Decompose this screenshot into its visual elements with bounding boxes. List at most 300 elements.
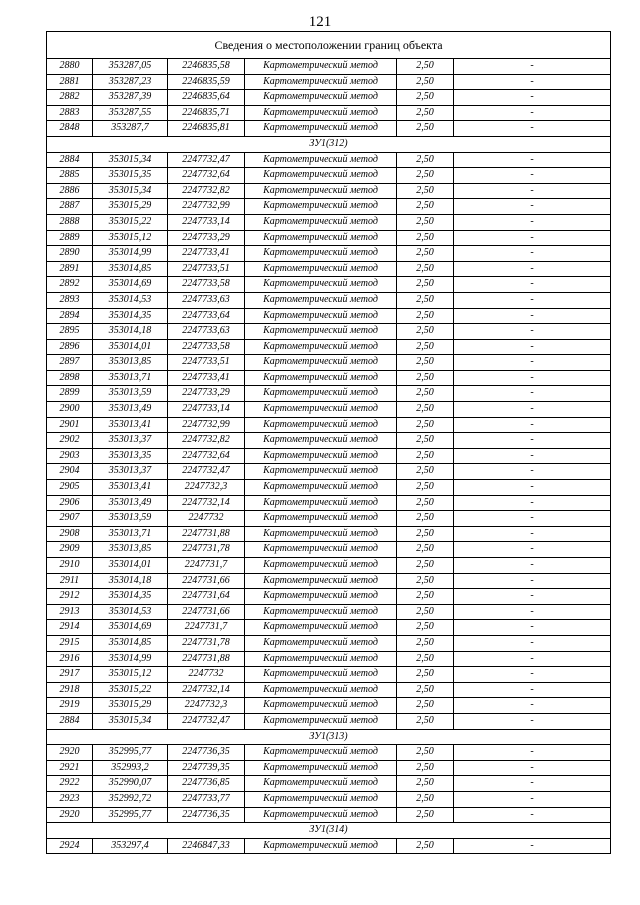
description-cell: - — [454, 480, 611, 496]
point-number-cell: 2915 — [47, 635, 93, 651]
accuracy-cell: 2,50 — [397, 277, 454, 293]
point-number-cell: 2919 — [47, 698, 93, 714]
x-coordinate-cell: 353013,37 — [93, 433, 168, 449]
method-cell: Картометрический метод — [245, 526, 397, 542]
table-row — [47, 199, 611, 215]
table-row — [47, 667, 611, 683]
method-cell: Картометрический метод — [245, 355, 397, 371]
method-cell: Картометрический метод — [245, 370, 397, 386]
x-coordinate-cell: 353015,22 — [93, 214, 168, 230]
accuracy-cell: 2,50 — [397, 604, 454, 620]
y-coordinate-cell: 2246835,58 — [168, 59, 245, 75]
point-number-cell: 2897 — [47, 355, 93, 371]
table-row — [47, 152, 611, 168]
y-coordinate-cell: 2247731,78 — [168, 635, 245, 651]
point-number-cell: 2920 — [47, 807, 93, 823]
point-number-cell: 2889 — [47, 230, 93, 246]
description-cell: - — [454, 292, 611, 308]
y-coordinate-cell: 2247732 — [168, 667, 245, 683]
page-number: 121 — [308, 14, 332, 30]
description-cell: - — [454, 74, 611, 90]
table-row — [47, 246, 611, 262]
description-cell: - — [454, 526, 611, 542]
method-cell: Картометрический метод — [245, 308, 397, 324]
description-cell: - — [454, 324, 611, 340]
accuracy-cell: 2,50 — [397, 620, 454, 636]
method-cell: Картометрический метод — [245, 807, 397, 823]
table-row — [47, 651, 611, 667]
method-cell: Картометрический метод — [245, 635, 397, 651]
description-cell: - — [454, 339, 611, 355]
point-number-cell: 2905 — [47, 480, 93, 496]
boundary-table-container — [46, 31, 610, 854]
x-coordinate-cell: 353015,29 — [93, 199, 168, 215]
x-coordinate-cell: 353013,85 — [93, 355, 168, 371]
accuracy-cell: 2,50 — [397, 589, 454, 605]
y-coordinate-cell: 2246835,59 — [168, 74, 245, 90]
table-row — [47, 59, 611, 75]
y-coordinate-cell: 2247732,14 — [168, 495, 245, 511]
y-coordinate-cell: 2246835,64 — [168, 90, 245, 106]
table-row — [47, 635, 611, 651]
method-cell: Картометрический метод — [245, 667, 397, 683]
table-row — [47, 292, 611, 308]
x-coordinate-cell: 353013,71 — [93, 526, 168, 542]
description-cell: - — [454, 682, 611, 698]
point-number-cell: 2888 — [47, 214, 93, 230]
x-coordinate-cell: 353013,85 — [93, 542, 168, 558]
accuracy-cell: 2,50 — [397, 230, 454, 246]
x-coordinate-cell: 353013,59 — [93, 386, 168, 402]
x-coordinate-cell: 353014,99 — [93, 246, 168, 262]
description-cell: - — [454, 59, 611, 75]
accuracy-cell: 2,50 — [397, 464, 454, 480]
method-cell: Картометрический метод — [245, 542, 397, 558]
description-cell: - — [454, 760, 611, 776]
table-row — [47, 105, 611, 121]
y-coordinate-cell: 2247732,3 — [168, 480, 245, 496]
accuracy-cell: 2,50 — [397, 760, 454, 776]
description-cell: - — [454, 261, 611, 277]
y-coordinate-cell: 2246835,81 — [168, 121, 245, 137]
table-row — [47, 74, 611, 90]
x-coordinate-cell: 353013,35 — [93, 448, 168, 464]
point-number-cell: 2916 — [47, 651, 93, 667]
x-coordinate-cell: 353015,12 — [93, 667, 168, 683]
method-cell: Картометрический метод — [245, 59, 397, 75]
x-coordinate-cell: 352992,72 — [93, 791, 168, 807]
y-coordinate-cell: 2246847,33 — [168, 838, 245, 854]
method-cell: Картометрический метод — [245, 698, 397, 714]
description-cell: - — [454, 745, 611, 761]
description-cell: - — [454, 433, 611, 449]
table-row — [47, 168, 611, 184]
point-number-cell: 2885 — [47, 168, 93, 184]
point-number-cell: 2922 — [47, 776, 93, 792]
y-coordinate-cell: 2247733,29 — [168, 386, 245, 402]
accuracy-cell: 2,50 — [397, 324, 454, 340]
point-number-cell: 2907 — [47, 511, 93, 527]
accuracy-cell: 2,50 — [397, 59, 454, 75]
description-cell: - — [454, 558, 611, 574]
method-cell: Картометрический метод — [245, 448, 397, 464]
method-cell: Картометрический метод — [245, 402, 397, 418]
point-number-cell: 2917 — [47, 667, 93, 683]
table-row — [47, 791, 611, 807]
section-label: ЗУ1(314) — [47, 823, 611, 839]
point-number-cell: 2893 — [47, 292, 93, 308]
point-number-cell: 2920 — [47, 745, 93, 761]
point-number-cell: 2912 — [47, 589, 93, 605]
description-cell: - — [454, 230, 611, 246]
table-row — [47, 402, 611, 418]
method-cell: Картометрический метод — [245, 651, 397, 667]
y-coordinate-cell: 2247733,58 — [168, 339, 245, 355]
y-coordinate-cell: 2247732,64 — [168, 168, 245, 184]
y-coordinate-cell: 2247731,88 — [168, 526, 245, 542]
y-coordinate-cell: 2247732,3 — [168, 698, 245, 714]
x-coordinate-cell: 353015,34 — [93, 713, 168, 729]
x-coordinate-cell: 353013,37 — [93, 464, 168, 480]
description-cell: - — [454, 152, 611, 168]
point-number-cell: 2892 — [47, 277, 93, 293]
point-number-cell: 2884 — [47, 713, 93, 729]
y-coordinate-cell: 2246835,71 — [168, 105, 245, 121]
x-coordinate-cell: 353015,22 — [93, 682, 168, 698]
accuracy-cell: 2,50 — [397, 682, 454, 698]
table-row — [47, 745, 611, 761]
description-cell: - — [454, 776, 611, 792]
x-coordinate-cell: 353287,39 — [93, 90, 168, 106]
description-cell: - — [454, 121, 611, 137]
x-coordinate-cell: 353013,49 — [93, 495, 168, 511]
accuracy-cell: 2,50 — [397, 433, 454, 449]
point-number-cell: 2898 — [47, 370, 93, 386]
method-cell: Картометрический метод — [245, 791, 397, 807]
point-number-cell: 2924 — [47, 838, 93, 854]
description-cell: - — [454, 838, 611, 854]
y-coordinate-cell: 2247731,7 — [168, 620, 245, 636]
accuracy-cell: 2,50 — [397, 199, 454, 215]
y-coordinate-cell: 2247739,35 — [168, 760, 245, 776]
accuracy-cell: 2,50 — [397, 651, 454, 667]
y-coordinate-cell: 2247732,82 — [168, 183, 245, 199]
accuracy-cell: 2,50 — [397, 542, 454, 558]
accuracy-cell: 2,50 — [397, 121, 454, 137]
description-cell: - — [454, 542, 611, 558]
method-cell: Картометрический метод — [245, 511, 397, 527]
accuracy-cell: 2,50 — [397, 105, 454, 121]
description-cell: - — [454, 308, 611, 324]
method-cell: Картометрический метод — [245, 838, 397, 854]
table-row — [47, 838, 611, 854]
x-coordinate-cell: 353287,05 — [93, 59, 168, 75]
point-number-cell: 2906 — [47, 495, 93, 511]
accuracy-cell: 2,50 — [397, 402, 454, 418]
section-row — [47, 729, 611, 745]
method-cell: Картометрический метод — [245, 339, 397, 355]
y-coordinate-cell: 2247733,58 — [168, 277, 245, 293]
description-cell: - — [454, 651, 611, 667]
accuracy-cell: 2,50 — [397, 526, 454, 542]
y-coordinate-cell: 2247732,47 — [168, 713, 245, 729]
accuracy-cell: 2,50 — [397, 308, 454, 324]
y-coordinate-cell: 2247736,85 — [168, 776, 245, 792]
table-row — [47, 713, 611, 729]
point-number-cell: 2914 — [47, 620, 93, 636]
accuracy-cell: 2,50 — [397, 838, 454, 854]
description-cell: - — [454, 417, 611, 433]
description-cell: - — [454, 635, 611, 651]
table-row — [47, 214, 611, 230]
method-cell: Картометрический метод — [245, 214, 397, 230]
accuracy-cell: 2,50 — [397, 448, 454, 464]
table-row — [47, 495, 611, 511]
table-row — [47, 261, 611, 277]
accuracy-cell: 2,50 — [397, 261, 454, 277]
x-coordinate-cell: 353013,59 — [93, 511, 168, 527]
method-cell: Картометрический метод — [245, 495, 397, 511]
method-cell: Картометрический метод — [245, 464, 397, 480]
point-number-cell: 2900 — [47, 402, 93, 418]
y-coordinate-cell: 2247732,47 — [168, 152, 245, 168]
x-coordinate-cell: 353014,85 — [93, 635, 168, 651]
accuracy-cell: 2,50 — [397, 183, 454, 199]
method-cell: Картометрический метод — [245, 90, 397, 106]
point-number-cell: 2896 — [47, 339, 93, 355]
x-coordinate-cell: 353014,85 — [93, 261, 168, 277]
method-cell: Картометрический метод — [245, 480, 397, 496]
y-coordinate-cell: 2247732 — [168, 511, 245, 527]
accuracy-cell: 2,50 — [397, 339, 454, 355]
x-coordinate-cell: 353013,41 — [93, 480, 168, 496]
point-number-cell: 2902 — [47, 433, 93, 449]
description-cell: - — [454, 448, 611, 464]
y-coordinate-cell: 2247733,51 — [168, 261, 245, 277]
description-cell: - — [454, 667, 611, 683]
y-coordinate-cell: 2247732,99 — [168, 199, 245, 215]
x-coordinate-cell: 353287,55 — [93, 105, 168, 121]
x-coordinate-cell: 353015,34 — [93, 152, 168, 168]
y-coordinate-cell: 2247731,78 — [168, 542, 245, 558]
accuracy-cell: 2,50 — [397, 214, 454, 230]
point-number-cell: 2904 — [47, 464, 93, 480]
y-coordinate-cell: 2247733,41 — [168, 246, 245, 262]
table-row — [47, 90, 611, 106]
method-cell: Картометрический метод — [245, 246, 397, 262]
accuracy-cell: 2,50 — [397, 511, 454, 527]
table-row — [47, 433, 611, 449]
table-row — [47, 558, 611, 574]
x-coordinate-cell: 353013,41 — [93, 417, 168, 433]
accuracy-cell: 2,50 — [397, 635, 454, 651]
x-coordinate-cell: 353014,53 — [93, 292, 168, 308]
method-cell: Картометрический метод — [245, 417, 397, 433]
accuracy-cell: 2,50 — [397, 573, 454, 589]
table-row — [47, 355, 611, 371]
table-row — [47, 464, 611, 480]
table-row — [47, 682, 611, 698]
description-cell: - — [454, 511, 611, 527]
point-number-cell: 2882 — [47, 90, 93, 106]
x-coordinate-cell: 353014,18 — [93, 324, 168, 340]
table-row — [47, 620, 611, 636]
x-coordinate-cell: 353014,01 — [93, 558, 168, 574]
section-label: ЗУ1(313) — [47, 729, 611, 745]
table-row — [47, 370, 611, 386]
x-coordinate-cell: 353014,53 — [93, 604, 168, 620]
accuracy-cell: 2,50 — [397, 745, 454, 761]
y-coordinate-cell: 2247731,66 — [168, 604, 245, 620]
accuracy-cell: 2,50 — [397, 667, 454, 683]
x-coordinate-cell: 353014,99 — [93, 651, 168, 667]
method-cell: Картометрический метод — [245, 745, 397, 761]
point-number-cell: 2910 — [47, 558, 93, 574]
accuracy-cell: 2,50 — [397, 776, 454, 792]
method-cell: Картометрический метод — [245, 713, 397, 729]
point-number-cell: 2911 — [47, 573, 93, 589]
table-row — [47, 511, 611, 527]
method-cell: Картометрический метод — [245, 604, 397, 620]
accuracy-cell: 2,50 — [397, 558, 454, 574]
table-row — [47, 542, 611, 558]
section-row — [47, 136, 611, 152]
table-row — [47, 386, 611, 402]
y-coordinate-cell: 2247733,41 — [168, 370, 245, 386]
table-row — [47, 339, 611, 355]
point-number-cell: 2880 — [47, 59, 93, 75]
y-coordinate-cell: 2247733,14 — [168, 214, 245, 230]
description-cell: - — [454, 807, 611, 823]
description-cell: - — [454, 620, 611, 636]
description-cell: - — [454, 713, 611, 729]
point-number-cell: 2890 — [47, 246, 93, 262]
point-number-cell: 2883 — [47, 105, 93, 121]
method-cell: Картометрический метод — [245, 620, 397, 636]
method-cell: Картометрический метод — [245, 168, 397, 184]
y-coordinate-cell: 2247732,47 — [168, 464, 245, 480]
method-cell: Картометрический метод — [245, 433, 397, 449]
point-number-cell: 2921 — [47, 760, 93, 776]
method-cell: Картометрический метод — [245, 261, 397, 277]
table-row — [47, 573, 611, 589]
table-row — [47, 776, 611, 792]
x-coordinate-cell: 353014,35 — [93, 308, 168, 324]
method-cell: Картометрический метод — [245, 776, 397, 792]
description-cell: - — [454, 105, 611, 121]
table-row — [47, 604, 611, 620]
table-row — [47, 230, 611, 246]
table-row — [47, 480, 611, 496]
section-row — [47, 823, 611, 839]
x-coordinate-cell: 352990,07 — [93, 776, 168, 792]
accuracy-cell: 2,50 — [397, 355, 454, 371]
description-cell: - — [454, 355, 611, 371]
point-number-cell: 2895 — [47, 324, 93, 340]
method-cell: Картометрический метод — [245, 386, 397, 402]
point-number-cell: 2909 — [47, 542, 93, 558]
table-row — [47, 526, 611, 542]
accuracy-cell: 2,50 — [397, 386, 454, 402]
description-cell: - — [454, 277, 611, 293]
point-number-cell: 2881 — [47, 74, 93, 90]
table-row — [47, 417, 611, 433]
x-coordinate-cell: 353287,7 — [93, 121, 168, 137]
accuracy-cell: 2,50 — [397, 292, 454, 308]
x-coordinate-cell: 353014,69 — [93, 620, 168, 636]
description-cell: - — [454, 791, 611, 807]
description-cell: - — [454, 199, 611, 215]
x-coordinate-cell: 353013,71 — [93, 370, 168, 386]
accuracy-cell: 2,50 — [397, 168, 454, 184]
y-coordinate-cell: 2247733,77 — [168, 791, 245, 807]
y-coordinate-cell: 2247733,63 — [168, 324, 245, 340]
y-coordinate-cell: 2247732,99 — [168, 417, 245, 433]
y-coordinate-cell: 2247731,66 — [168, 573, 245, 589]
x-coordinate-cell: 353014,35 — [93, 589, 168, 605]
accuracy-cell: 2,50 — [397, 495, 454, 511]
y-coordinate-cell: 2247732,82 — [168, 433, 245, 449]
accuracy-cell: 2,50 — [397, 90, 454, 106]
y-coordinate-cell: 2247732,14 — [168, 682, 245, 698]
table-caption: Сведения о местоположении границ объекта — [47, 32, 611, 59]
description-cell: - — [454, 604, 611, 620]
description-cell: - — [454, 402, 611, 418]
accuracy-cell: 2,50 — [397, 807, 454, 823]
point-number-cell: 2884 — [47, 152, 93, 168]
point-number-cell: 2891 — [47, 261, 93, 277]
point-number-cell: 2848 — [47, 121, 93, 137]
point-number-cell: 2887 — [47, 199, 93, 215]
x-coordinate-cell: 353015,12 — [93, 230, 168, 246]
point-number-cell: 2886 — [47, 183, 93, 199]
method-cell: Картометрический метод — [245, 199, 397, 215]
method-cell: Картометрический метод — [245, 183, 397, 199]
point-number-cell: 2918 — [47, 682, 93, 698]
method-cell: Картометрический метод — [245, 558, 397, 574]
point-number-cell: 2901 — [47, 417, 93, 433]
section-label: ЗУ1(312) — [47, 136, 611, 152]
description-cell: - — [454, 183, 611, 199]
table-row — [47, 277, 611, 293]
accuracy-cell: 2,50 — [397, 152, 454, 168]
table-row — [47, 760, 611, 776]
x-coordinate-cell: 353015,35 — [93, 168, 168, 184]
table-row — [47, 589, 611, 605]
description-cell: - — [454, 214, 611, 230]
method-cell: Картометрический метод — [245, 277, 397, 293]
accuracy-cell: 2,50 — [397, 480, 454, 496]
description-cell: - — [454, 589, 611, 605]
x-coordinate-cell: 353015,34 — [93, 183, 168, 199]
accuracy-cell: 2,50 — [397, 370, 454, 386]
table-row — [47, 448, 611, 464]
y-coordinate-cell: 2247731,64 — [168, 589, 245, 605]
point-number-cell: 2913 — [47, 604, 93, 620]
y-coordinate-cell: 2247732,64 — [168, 448, 245, 464]
y-coordinate-cell: 2247733,51 — [168, 355, 245, 371]
method-cell: Картометрический метод — [245, 760, 397, 776]
table-caption-row — [47, 32, 611, 59]
x-coordinate-cell: 353015,29 — [93, 698, 168, 714]
x-coordinate-cell: 352993,2 — [93, 760, 168, 776]
x-coordinate-cell: 352995,77 — [93, 807, 168, 823]
y-coordinate-cell: 2247736,35 — [168, 807, 245, 823]
x-coordinate-cell: 353013,49 — [93, 402, 168, 418]
point-number-cell: 2899 — [47, 386, 93, 402]
y-coordinate-cell: 2247736,35 — [168, 745, 245, 761]
table-row — [47, 324, 611, 340]
